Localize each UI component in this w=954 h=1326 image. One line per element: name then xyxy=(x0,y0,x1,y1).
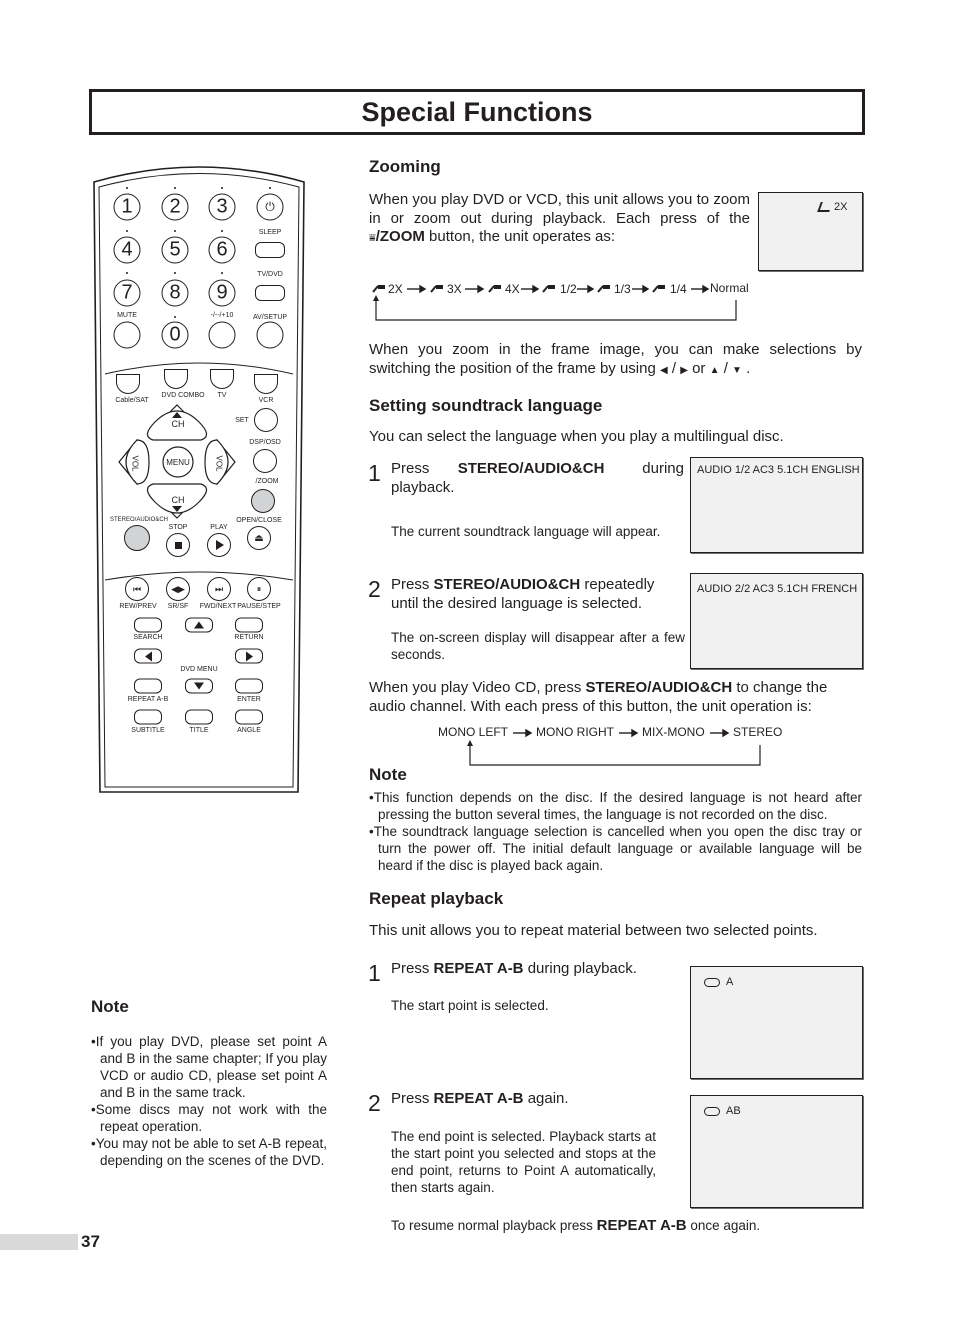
avsetup-label: AV/SETUP xyxy=(252,314,288,321)
digit-2-button[interactable]: 2 xyxy=(162,194,189,221)
repeat-step-1: Press REPEAT A-B during playback. xyxy=(391,960,637,977)
left-note-heading: Note xyxy=(91,997,129,1016)
page-number-bar xyxy=(0,1234,78,1250)
arrow-down-icon xyxy=(194,683,204,690)
zoom-flow-arrows xyxy=(370,282,750,324)
zoom-flow-4x: 4X xyxy=(505,282,520,296)
angle-button[interactable] xyxy=(235,710,263,725)
title-label: TITLE xyxy=(189,727,209,734)
angle-label: ANGLE xyxy=(237,727,261,734)
repeat-heading: Repeat playback xyxy=(369,889,504,908)
power-icon: ⏻ xyxy=(265,199,275,214)
rewind-icon: ⏮ xyxy=(132,583,142,594)
soundtrack-heading: Setting soundtrack language xyxy=(369,396,603,415)
fwd-next-label: FWD/NEXT xyxy=(199,603,237,610)
audio-flow-mix-mono: MIX-MONO xyxy=(642,725,705,739)
menu-label: MENU xyxy=(166,458,190,467)
left-note-list xyxy=(91,1033,327,1169)
pause-icon: ⏸ xyxy=(256,583,262,594)
soundtrack-step-1: Press STEREO/AUDIO&CH during playback. xyxy=(391,460,684,496)
enter-label: ENTER xyxy=(237,696,261,703)
repeat-screen-2 xyxy=(690,1095,863,1208)
enter-button[interactable] xyxy=(235,679,263,694)
open-close-button[interactable] xyxy=(247,526,271,550)
digit-1-button[interactable]: 1 xyxy=(114,194,141,221)
digit-6-button[interactable]: 6 xyxy=(209,237,236,264)
repeat-intro: This unit allows you to repeat material between two selected points. xyxy=(369,922,818,939)
mute-button[interactable] xyxy=(114,322,141,349)
arrow-up-icon xyxy=(194,622,204,629)
sr-sf-label: SR/SF xyxy=(167,603,189,610)
zoom-screen-text: 2X xyxy=(834,201,848,213)
zoom-frame-icon xyxy=(817,202,833,212)
set-button[interactable] xyxy=(254,408,278,432)
digit-3-button[interactable]: 3 xyxy=(209,194,236,221)
pause-step-label: PAUSE/STEP xyxy=(237,603,281,610)
left-arrow-icon: ◀ xyxy=(660,364,668,376)
audio-screen-2-text: AUDIO 2/2 AC3 5.1CH FRENCH xyxy=(697,583,858,595)
sleep-label: SLEEP xyxy=(258,229,282,236)
return-button[interactable] xyxy=(235,618,263,633)
zoom-label: /ZOOM xyxy=(255,478,279,485)
stop-button[interactable] xyxy=(166,533,190,557)
subtitle-label: SUBTITLE xyxy=(131,727,165,734)
zoom-screen xyxy=(758,192,863,271)
page-number: 37 xyxy=(81,1232,100,1251)
arrow-right-icon xyxy=(246,651,253,661)
zoom-flow-3x: 3X xyxy=(447,282,462,296)
soundtrack-step-2-note: The on-screen display will disappear after a few seconds. xyxy=(391,630,685,662)
right-arrow-icon: ▶ xyxy=(680,364,688,376)
stereo-audio-button[interactable] xyxy=(124,525,150,551)
repeat-step-1-note: The start point is selected. xyxy=(391,998,549,1013)
right-note-item-1: •This function depends on the disc. If the desired language is not heard after pressing the button several times, the language is not recorded on the disc. xyxy=(369,790,862,822)
repeat-ab-button[interactable] xyxy=(134,679,162,694)
dsp-osd-button[interactable] xyxy=(253,449,277,473)
set-label: SET xyxy=(235,417,249,424)
avsetup-button[interactable] xyxy=(257,322,284,349)
digit-7-button[interactable]: 7 xyxy=(114,280,141,307)
zoom-icon: ⩸ xyxy=(369,232,376,244)
repeat-step-2-number: 2 xyxy=(368,1090,381,1116)
mute-label: MUTE xyxy=(117,312,137,319)
ch-up-label: CH xyxy=(171,419,185,429)
search-button[interactable] xyxy=(134,618,162,633)
plus10-button[interactable] xyxy=(209,322,236,349)
dvd-menu-label: DVD MENU xyxy=(180,666,218,673)
left-note-item-1: •If you play DVD, please set point A and B in the same chapter; If you play VCD or audio CD, please set point A and B in the same track. xyxy=(91,1034,327,1100)
digit-9-button[interactable]: 9 xyxy=(209,280,236,307)
up-arrow-icon: ▲ xyxy=(709,364,720,376)
tvdvd-button[interactable] xyxy=(255,285,285,301)
repeat-screen-1-text: A xyxy=(726,976,734,988)
tvdvd-label: TV/DVD xyxy=(257,271,283,278)
right-button[interactable] xyxy=(235,649,263,664)
down-arrow-icon: ▼ xyxy=(732,364,742,376)
stop-icon xyxy=(175,542,182,549)
zoom-flow-normal: Normal xyxy=(710,281,749,295)
soundtrack-step-1-number: 1 xyxy=(368,460,381,486)
vol-right-label: VOL xyxy=(214,455,224,472)
zoom-flow-quarter: 1/4 xyxy=(670,282,687,296)
repeat-screen-1 xyxy=(690,966,863,1079)
soundtrack-step-2: Press STEREO/AUDIO&CH repeatedly until the desired language is selected. xyxy=(391,576,655,612)
zoom-flow-third: 1/3 xyxy=(614,282,631,296)
rew-prev-label: REW/PREV xyxy=(119,603,157,610)
forward-icon: ⏭ xyxy=(214,583,224,594)
return-label: RETURN xyxy=(234,634,264,641)
vol-left-label: VOL xyxy=(130,455,140,472)
zooming-paragraph: When you play DVD or VCD, this unit allows you to zoom in or zoom out during playback. Each press of the ⩸/ZOOM button, the unit operates as: xyxy=(369,191,750,245)
zooming-heading: Zooming xyxy=(369,157,441,176)
repeat-step-2-note: The end point is selected. Playback starts at the start point you selected and stops at the end point, returns to Point A automatically, then starts again. xyxy=(391,1129,656,1195)
dvd-combo-label: DVD COMBO xyxy=(161,392,205,399)
left-note-item-3: •You may not be able to set A-B repeat, depending on the scenes of the DVD. xyxy=(91,1136,327,1168)
ch-down-label: CH xyxy=(171,495,185,505)
soundtrack-step-2-number: 2 xyxy=(368,576,381,602)
pause-step-button[interactable] xyxy=(247,577,271,601)
audio-flow-mono-left: MONO LEFT xyxy=(438,725,509,739)
play-button[interactable] xyxy=(207,533,231,557)
right-note-list xyxy=(369,789,862,874)
vcr-label: VCR xyxy=(258,397,274,404)
audio-screen-2 xyxy=(690,573,863,669)
zoom-flow-half: 1/2 xyxy=(560,282,577,296)
up-button[interactable] xyxy=(185,618,213,633)
play-label: PLAY xyxy=(210,524,228,531)
repeat-ab-label: REPEAT A-B xyxy=(127,696,169,703)
soundtrack-intro: You can select the language when you play a multilingual disc. xyxy=(369,428,784,445)
digit-4-button[interactable]: 4 xyxy=(114,237,141,264)
stereo-audio-label: STEREO/AUDIO&CH xyxy=(109,517,169,523)
subtitle-button[interactable] xyxy=(134,710,162,725)
repeat-resume: To resume normal playback press REPEAT A-B once again. xyxy=(391,1217,761,1234)
audio-flow-arrows xyxy=(438,725,778,770)
left-note-item-2: •Some discs may not work with the repeat operation. xyxy=(91,1102,327,1134)
plus10-label: -/--/+10 xyxy=(210,312,234,319)
rew-prev-button[interactable] xyxy=(125,577,149,601)
vcd-paragraph: When you play Video CD, press STEREO/AUDIO&CH to change the audio channel. With each press of this button, the unit operation is: xyxy=(369,679,828,715)
left-button[interactable] xyxy=(134,649,162,664)
digit-8-button[interactable]: 8 xyxy=(162,280,189,307)
audio-screen-1-text: AUDIO 1/2 AC3 5.1CH ENGLISH xyxy=(697,464,860,476)
tv-label: TV xyxy=(217,392,227,399)
repeat-icon xyxy=(704,1107,720,1116)
soundtrack-step-1-note: The current soundtrack language will appear. xyxy=(391,524,661,539)
repeat-step-1-number: 1 xyxy=(368,960,381,986)
dsp-osd-label: DSP/OSD xyxy=(249,439,281,446)
audio-screen-1 xyxy=(690,457,863,553)
zoom-flow-2x: 2X xyxy=(388,282,403,296)
audio-flow-mono-right: MONO RIGHT xyxy=(536,725,614,739)
sr-sf-button[interactable] xyxy=(166,577,190,601)
fwd-next-button[interactable] xyxy=(207,577,231,601)
repeat-screen-2-text: AB xyxy=(726,1105,741,1117)
slow-icon: ◀▶ xyxy=(171,583,185,594)
repeat-step-2: Press REPEAT A-B again. xyxy=(391,1090,569,1107)
digit-5-button[interactable]: 5 xyxy=(162,237,189,264)
open-close-label: OPEN/CLOSE xyxy=(236,517,282,524)
down-button[interactable] xyxy=(185,679,213,694)
eject-icon: ⏏ xyxy=(254,532,264,544)
stop-label: STOP xyxy=(168,524,188,531)
repeat-icon xyxy=(704,978,720,987)
digit-0-button[interactable]: 0 xyxy=(162,322,189,349)
search-label: SEARCH xyxy=(133,634,163,641)
right-note-item-2: •The soundtrack language selection is cancelled when you open the disc tray or turn the power off. The initial default language or available language will be heard if the disc is played back again. xyxy=(369,824,862,873)
play-icon xyxy=(216,540,224,550)
cable-sat-label: Cable/SAT xyxy=(115,397,149,404)
zoom-frame-paragraph: When you zoom in the frame image, you can make selections by switching the position of the frame by using ◀ / ▶ or ▲ / ▼ . xyxy=(369,341,862,377)
right-note-heading: Note xyxy=(369,765,407,784)
audio-flow-stereo: STEREO xyxy=(733,725,783,739)
zoom-button[interactable] xyxy=(251,489,275,513)
title-button[interactable] xyxy=(185,710,213,725)
arrow-left-icon xyxy=(145,651,152,661)
page-title: Special Functions xyxy=(89,89,865,135)
power-button[interactable] xyxy=(257,194,284,221)
sleep-button[interactable] xyxy=(255,242,285,258)
